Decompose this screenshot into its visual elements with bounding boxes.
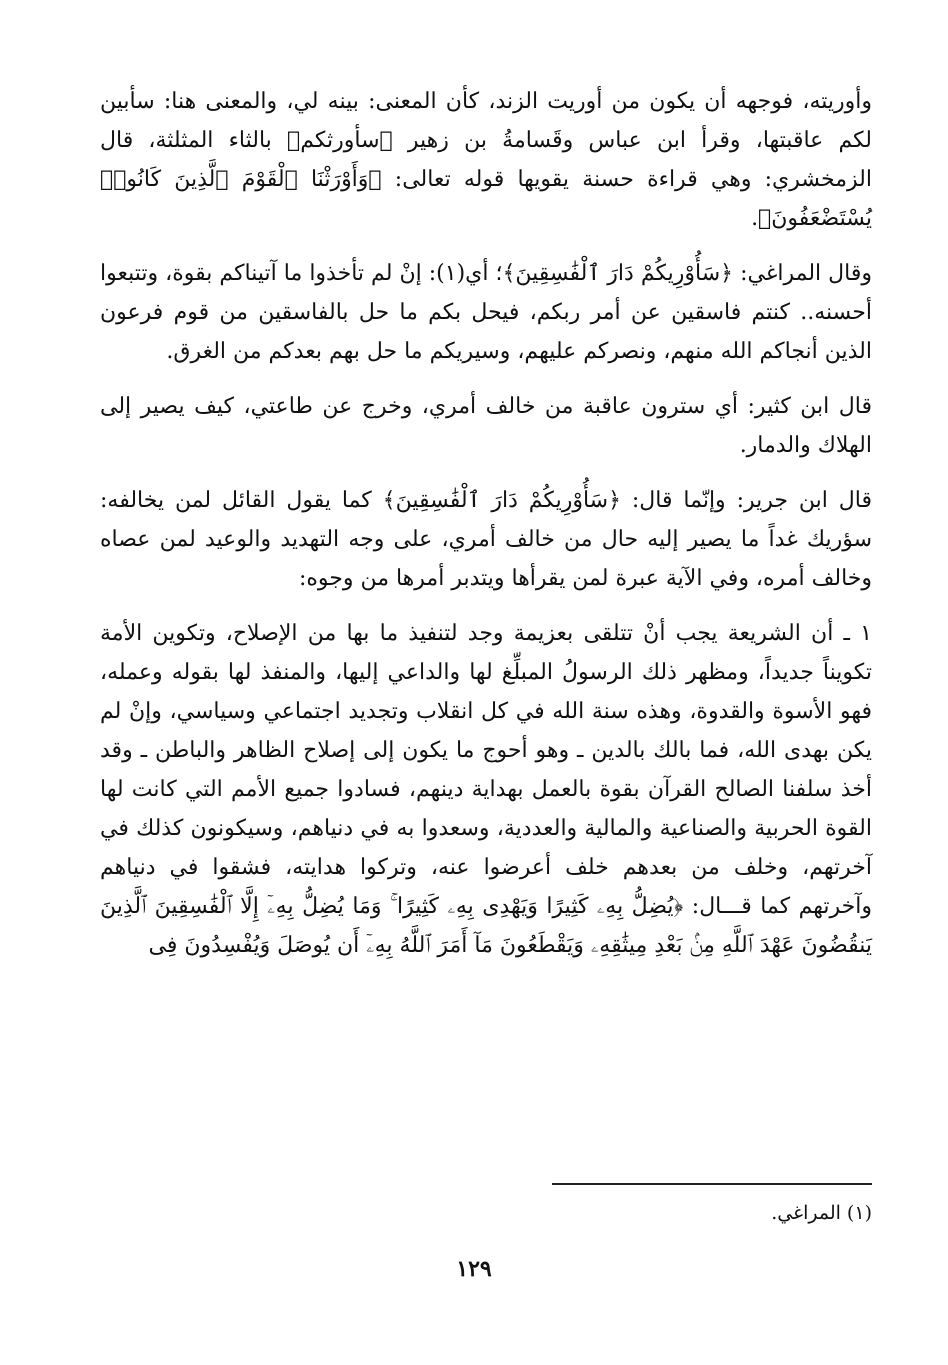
paragraph-ibn-jarir: قال ابن جرير: وإنّما قال: ﴿سَأُوْرِيكُمْ دَارَ ٱلْفَٰسِقِينَ﴾ كما يقول القائل لمن يخالفه: سؤريك غداً ما يصير إليه حال من خالف أمري، على وجه التهديد والوعيد لمن عصاه وخالف أمره، وفي الآية عبرة لمن يقرأها ويتدبر أمرها من وجوه: [100, 488, 872, 591]
paragraph-ibn-kathir: قال ابن كثير: أي سترون عاقبة من خالف أمري، وخرج عن طاعتي، كيف يصير إلى الهلاك والدمار. [100, 394, 872, 458]
paragraph-maraghi: وقال المراغي: ﴿سَأُوْرِيكُمْ دَارَ ٱلْفَٰسِقِينَ﴾؛ أي(١): إنْ لم تأخذوا ما آتيناكم بقوة، وتتبعوا أحسنه.. كنتم فاسقين عن أمر ربكم، فيحل بكم ما حل بالفاسقين من قوم فرعون الذين أنجاكم الله منهم، ونصركم عليهم، وسيريكم ما حل بهم بعدكم من الغرق. [100, 261, 873, 364]
page-body [100, 82, 872, 981]
footnote-divider [552, 1183, 872, 1185]
page-number: ١٢٩ [456, 1256, 492, 1282]
footnote: (١) المراغي. [771, 1202, 872, 1224]
paragraph-point-one: ١ ـ أن الشريعة يجب أنْ تتلقى بعزيمة وجد لتنفيذ ما بها من الإصلاح، وتكوين الأمة تكويناً جديداً، ومظهر ذلك الرسولُ المبلِّغ لها والداعي إليها، والمنفذ لها بقوله وعمله، فهو الأسوة والقدوة، وهذه سنة الله في كل انقلاب وتجديد اجتماعي وسياسي، وإنْ لم يكن بهدى الله، فما بالك بالدين ـ وهو أحوج ما يكون إلى إصلاح الظاهر والباطن ـ وقد أخذ سلفنا الصالح القرآن بقوة بالعمل بهداية دينهم، فسادوا جميع الأمم التي كانت لها القوة الحربية والصناعية والمالية والعددية، وسعدوا به في دنياهم، وسيكونون كذلك في آخرتهم، وخلف من بعدهم خلف أعرضوا عنه، وتركوا هدايته، فشقوا في دنياهم وآخرتهم كما قـــال: ﴿يُضِلُّ بِهِۦ كَثِيرًا وَيَهْدِى بِهِۦ كَثِيرًا ۚ وَمَا يُضِلُّ بِهِۦٓ إِلَّا ٱلْفَٰسِقِينَ ٱلَّذِينَ يَنقُضُونَ عَهْدَ ٱللَّهِ مِنۢ بَعْدِ مِيثَٰقِهِۦ وَيَقْطَعُونَ مَآ أَمَرَ ٱللَّهُ بِهِۦٓ أَن يُوصَلَ وَيُفْسِدُونَ فِى [100, 621, 872, 958]
paragraph-zamakhshari: وأوريته، فوجهه أن يكون من أوريت الزند، كأن المعنى: بينه لي، والمعنى هنا: سأبين لكم عاقبتها، وقرأ ابن عباس وقَسامةُ بن زهير ﴿سأورثكم﴾ بالثاء المثلثة، قال الزمخشري: وهي قراءة حسنة يقويها قوله تعالى: ﴿وَأَوْرَثْنَا ٱلْقَوْمَ ٱلَّذِينَ كَانُوا۟ يُسْتَضْعَفُونَ﴾. [100, 89, 872, 231]
